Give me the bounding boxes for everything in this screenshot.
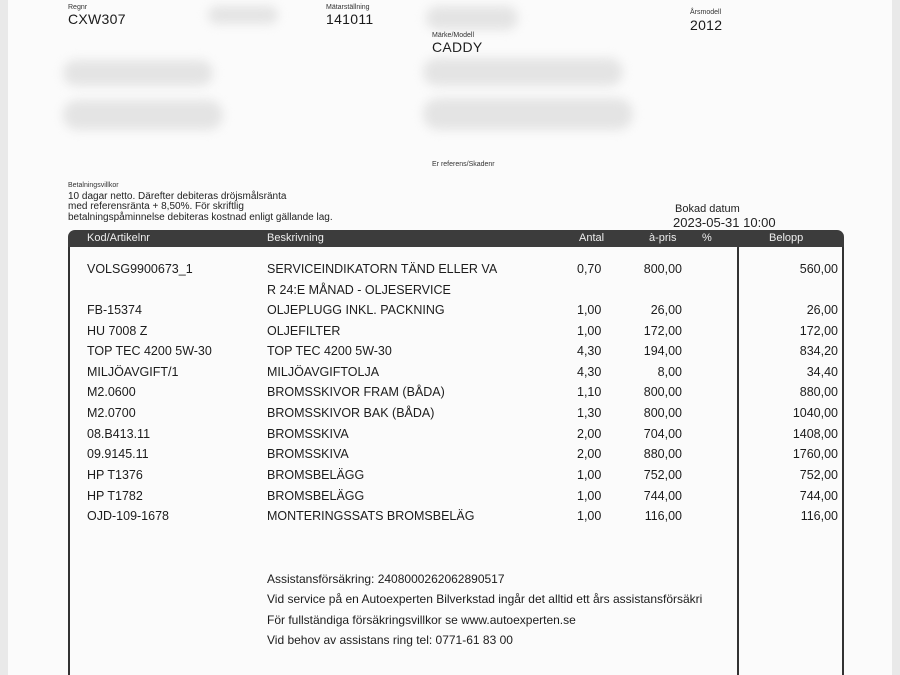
table-row	[8, 365, 892, 385]
header-percent: %	[702, 232, 712, 244]
assistance-phone-note: Vid behov av assistans ring tel: 0771-61 83 00	[267, 633, 513, 647]
row-code: HP T1782	[87, 489, 143, 503]
row-code: MILJÖAVGIFT/1	[87, 365, 179, 379]
row-description: BROMSSKIVOR FRAM (BÅDA)	[267, 385, 445, 399]
row-quantity: 1,00	[577, 509, 602, 523]
make-model-label: Märke/Modell	[432, 32, 475, 39]
row-amount: 1408,00	[792, 427, 838, 441]
invoice-sheet	[8, 0, 892, 675]
row-quantity: 4,30	[577, 344, 602, 358]
table-row	[8, 406, 892, 426]
row-amount: 34,40	[806, 365, 838, 379]
table-row	[8, 262, 892, 282]
row-description: BROMSBELÄGG	[267, 489, 365, 503]
row-code: M2.0600	[87, 385, 136, 399]
row-quantity: 1,10	[577, 385, 602, 399]
table-row	[8, 427, 892, 447]
row-description: BROMSSKIVOR BAK (BÅDA)	[267, 406, 435, 420]
row-amount: 880,00	[799, 385, 838, 399]
table-row	[8, 324, 892, 344]
redacted-area	[63, 100, 223, 130]
row-description: TOP TEC 4200 5W-30	[267, 344, 392, 358]
row-code: FB-15374	[87, 303, 142, 317]
table-row	[8, 344, 892, 364]
row-unit-price: 116,00	[644, 509, 682, 523]
row-amount: 1040,00	[792, 406, 838, 420]
row-amount: 834,20	[799, 344, 838, 358]
row-unit-price: 800,00	[643, 262, 682, 276]
payment-terms-label: Betalningsvillkor	[68, 182, 119, 189]
row-amount: 1760,00	[792, 447, 838, 461]
header-quantity: Antal	[579, 232, 605, 244]
row-quantity: 1,00	[577, 468, 602, 482]
row-code: OJD-109-1678	[87, 509, 169, 523]
header-code: Kod/Artikelnr	[87, 232, 150, 244]
insurance-terms-note: För fullständiga försäkringsvillkor se www.autoexperten.se	[267, 613, 576, 627]
header-description: Beskrivning	[267, 232, 324, 244]
table-row	[8, 447, 892, 467]
row-unit-price: 704,00	[643, 427, 682, 441]
row-description: SERVICEINDIKATORN TÄND ELLER VA	[267, 262, 498, 276]
row-quantity: 1,00	[577, 324, 602, 338]
row-code: VOLSG9900673_1	[87, 262, 193, 276]
row-quantity: 2,00	[577, 447, 602, 461]
row-amount: 560,00	[799, 262, 838, 276]
table-row	[8, 303, 892, 323]
table-row	[8, 489, 892, 509]
odometer-label: Mätarställning	[326, 4, 370, 11]
row-code: TOP TEC 4200 5W-30	[87, 344, 212, 358]
row-unit-price: 8,00	[657, 365, 682, 379]
row-code: HU 7008 Z	[87, 324, 148, 338]
insurance-number: Assistansförsäkring: 2408000262062890517	[267, 572, 505, 586]
row-description: BROMSSKIVA	[267, 447, 349, 461]
row-amount: 116,00	[800, 509, 838, 523]
redacted-area	[426, 6, 518, 30]
table-header	[68, 230, 844, 247]
row-code: 08.B413.11	[87, 427, 151, 441]
row-amount: 744,00	[799, 489, 838, 503]
row-unit-price: 172,00	[643, 324, 682, 338]
header-unit-price: à-pris	[649, 232, 677, 244]
payment-terms-line: betalningspåminnelse debiteras kostnad enligt gällande lag.	[68, 212, 333, 223]
row-description: MILJÖAVGIFTOLJA	[267, 365, 380, 379]
booked-date-label: Bokad datum	[675, 203, 740, 215]
payment-terms-line: med referensränta + 8,50%. För skriftlig	[68, 201, 244, 212]
reference-label: Er referens/Skadenr	[432, 161, 495, 168]
redacted-area	[423, 98, 633, 130]
row-code: HP T1376	[87, 468, 143, 482]
year-value: 2012	[690, 17, 723, 33]
row-description: OLJEFILTER	[267, 324, 341, 338]
row-amount: 172,00	[799, 324, 838, 338]
row-code: 09.9145.11	[87, 447, 149, 461]
year-label: Årsmodell	[690, 9, 722, 16]
table-row	[8, 283, 892, 303]
row-quantity: 4,30	[577, 365, 602, 379]
row-quantity: 1,00	[577, 303, 602, 317]
row-code: M2.0700	[87, 406, 136, 420]
table-row	[8, 468, 892, 488]
make-model-value: CADDY	[432, 39, 483, 55]
row-unit-price: 880,00	[643, 447, 682, 461]
row-unit-price: 194,00	[643, 344, 682, 358]
insurance-note: Vid service på en Autoexperten Bilverkstad ingår det alltid ett års assistansförsäkri	[267, 592, 703, 606]
row-unit-price: 744,00	[643, 489, 682, 503]
row-unit-price: 26,00	[650, 303, 682, 317]
redacted-area	[63, 60, 213, 86]
row-quantity: 0,70	[577, 262, 602, 276]
payment-terms-line: 10 dagar netto. Därefter debiteras dröjsmålsränta	[68, 191, 287, 202]
redacted-area	[423, 58, 623, 86]
row-unit-price: 800,00	[643, 385, 682, 399]
row-description: BROMSBELÄGG	[267, 468, 365, 482]
row-amount: 752,00	[799, 468, 838, 482]
booked-date-value: 2023-05-31 10:00	[673, 215, 776, 227]
row-description: BROMSSKIVA	[267, 427, 349, 441]
table-row	[8, 509, 892, 529]
odometer-value: 141011	[326, 11, 374, 27]
row-description: OLJEPLUGG INKL. PACKNING	[267, 303, 445, 317]
row-amount: 26,00	[806, 303, 838, 317]
row-unit-price: 752,00	[643, 468, 682, 482]
row-quantity: 1,00	[577, 489, 602, 503]
row-unit-price: 800,00	[643, 406, 682, 420]
regnr-value: CXW307	[68, 11, 126, 27]
regnr-label: Regnr	[68, 4, 88, 11]
row-description: R 24:E MÅNAD - OLJESERVICE	[267, 283, 451, 297]
header-amount: Belopp	[769, 232, 804, 244]
redacted-area	[208, 6, 278, 24]
row-quantity: 1,30	[577, 406, 602, 420]
table-row	[8, 385, 892, 405]
row-description: MONTERINGSSATS BROMSBELÄG	[267, 509, 475, 523]
row-quantity: 2,00	[577, 427, 602, 441]
